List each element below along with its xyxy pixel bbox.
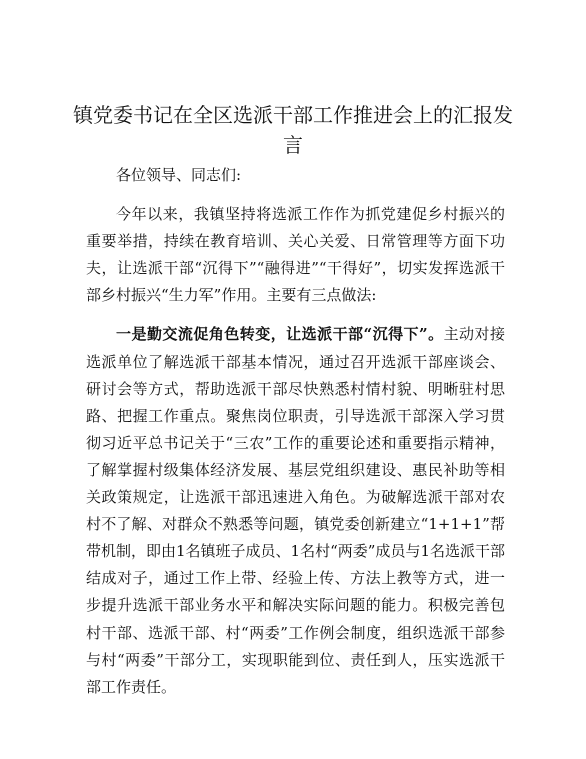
paragraph-intro: 今年以来，我镇坚持将选派工作作为抓党建促乡村振兴的重要举措，持续在教育培训、关心关爱、日常管理等方面下功夫，让选派干部“沉得下”“融得进”“干得好”，切实发挥选派干部乡村振兴“生力军”作用。主要有三点做法: bbox=[86, 205, 505, 305]
paragraph-point-one-body: 主动对接选派单位了解选派干部基本情况，通过召开选派干部座谈会、研讨会等方式，帮助选派干部尽快熟悉村情村貌、明晰驻村思路、把握工作重点。聚焦岗位职责，引导选派干部深入学习贯彻习近平总书记关于“三农”工作的重要论述和重要指示精神，了解掌握村级集体经济发展、基层党组织建设、惠民补助等相关政策规定，让选派干部迅速进入角色。为破解选派干部对农村不了解、对群众不熟悉等问题，镇党委创新建立“1+1+1”帮带机制，即由1名镇班子成员、1名村“两委”成员与1名选派干部结成对子，通过工作上带、经验上传、方法上教等方式，进一步提升选派干部业务水平和解决实际问题的能力。积极完善包村干部、选派干部、村“两委”工作例会制度，组织选派干部参与村“两委”干部分工，实现职能到位、责任到人，压实选派干部工作责任。 bbox=[86, 325, 505, 696]
paragraph-point-one bbox=[86, 321, 505, 700]
document-body bbox=[86, 162, 505, 701]
document-title: 镇党委书记在全区选派干部工作推进会上的汇报发言 bbox=[73, 103, 513, 157]
paragraph-point-one-heading: 一是勤交流促角色转变，让选派干部“沉得下”。 bbox=[116, 325, 444, 344]
salutation: 各位领导、同志们: bbox=[116, 166, 242, 184]
